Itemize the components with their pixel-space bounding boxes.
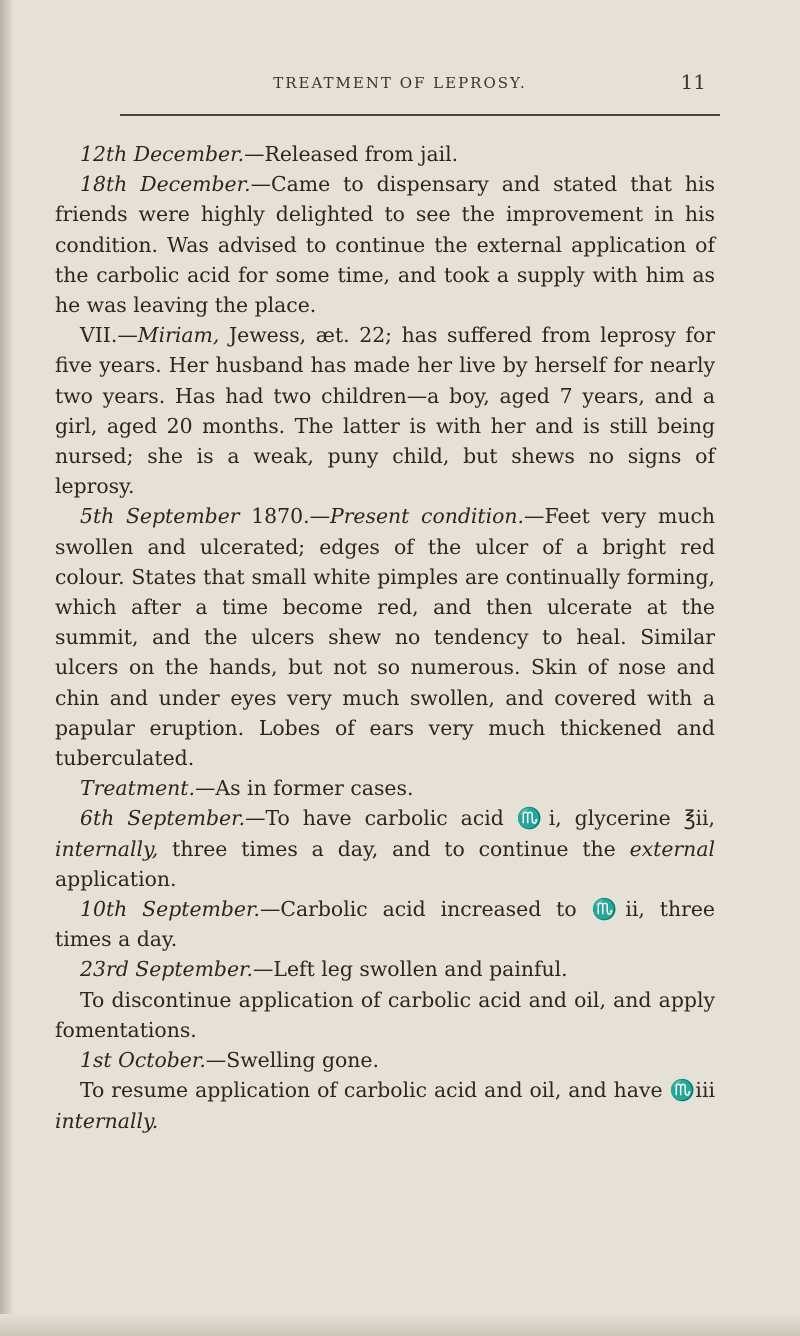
paragraph-dec18 (55, 169, 715, 320)
running-head: TREATMENT OF LEPROSY. (273, 74, 527, 92)
entry-text: —As in former cases. (194, 776, 414, 801)
paragraph-dec12 (55, 139, 715, 169)
section-heading: Treatment. (80, 776, 195, 801)
entry-date: 6th September. (80, 806, 246, 831)
entry-text: —Came to dispensary and stated that his friends were highly delighted to see the improvement in his condition. Was advised to continue the external application of the carbolic acid for some time, and took a supply with him as he was leaving the place. (55, 172, 715, 318)
entry-text: —Swelling gone. (205, 1048, 379, 1073)
entry-date: 1st October. (80, 1048, 206, 1073)
paragraph-sep10 (55, 894, 715, 954)
page-gutter-shadow (0, 0, 14, 1336)
page-bottom-shadow (0, 1314, 800, 1336)
section-heading: Present condition. (329, 504, 525, 529)
paragraph-case-vii (55, 320, 715, 501)
emphasis: external (629, 836, 715, 861)
entry-text: Jewess, æt. 22; has suffered from leprosy for five years. Her husband has made her live by herself for nearly two years. Has had two children—a boy, aged 7 years, and a girl, aged 20 months. The latter is with her and is still being nursed; she is a weak, puny child, but shews no signs of leprosy. (55, 323, 715, 499)
paragraph-discontinue (55, 985, 715, 1045)
page-body (55, 139, 715, 1136)
paragraph-resume (55, 1075, 715, 1135)
entry-text: —Released from jail. (244, 142, 459, 166)
paragraph-oct1 (55, 1045, 715, 1075)
entry-date: 5th September (80, 504, 240, 529)
entry-text: —To have carbolic acid ♏i, glycerine ℥ii, (245, 806, 715, 831)
paragraph-sep5 (55, 501, 715, 773)
entry-date: 23rd September. (80, 957, 254, 982)
entry-date: 18th December. (80, 172, 251, 197)
page-number: 11 (680, 70, 706, 94)
emphasis: internally, (55, 836, 159, 861)
header-rule (120, 114, 720, 116)
entry-text: —Left leg swollen and painful. (253, 957, 568, 982)
paragraph-sep23 (55, 954, 715, 984)
entry-text: three times a day, and to continue the (158, 836, 630, 861)
case-number: VII.— (80, 323, 138, 348)
patient-name: Miriam, (137, 323, 220, 348)
entry-text: —Feet very much swollen and ulcerated; edges of the ulcer of a bright red colour. States that small white pimples are continually forming, which after a time become red, and then ulcerate at the summit, and the ulcers shew no tendency to heal. Similar ulcers on the hands, but not so numerous. Skin of nose and chin and under eyes very much swollen, and covered with a papular eruption. Lobes of ears very much thickened and tuberculated. (55, 504, 716, 771)
entry-year: 1870.— (239, 504, 330, 529)
paragraph-treatment (55, 773, 715, 803)
entry-date: 12th December. (80, 142, 245, 166)
emphasis: internally. (55, 1108, 159, 1133)
entry-text: —Carbolic acid increased to ♏ii, three times a day. (55, 897, 715, 952)
entry-text: application. (55, 866, 177, 891)
entry-date: 10th September. (80, 897, 260, 922)
paragraph-sep6 (55, 803, 715, 894)
entry-text: To discontinue application of carbolic acid and oil, and apply fomentations. (55, 987, 715, 1042)
entry-text: To resume application of carbolic acid and oil, and have ♏iii (80, 1078, 715, 1103)
